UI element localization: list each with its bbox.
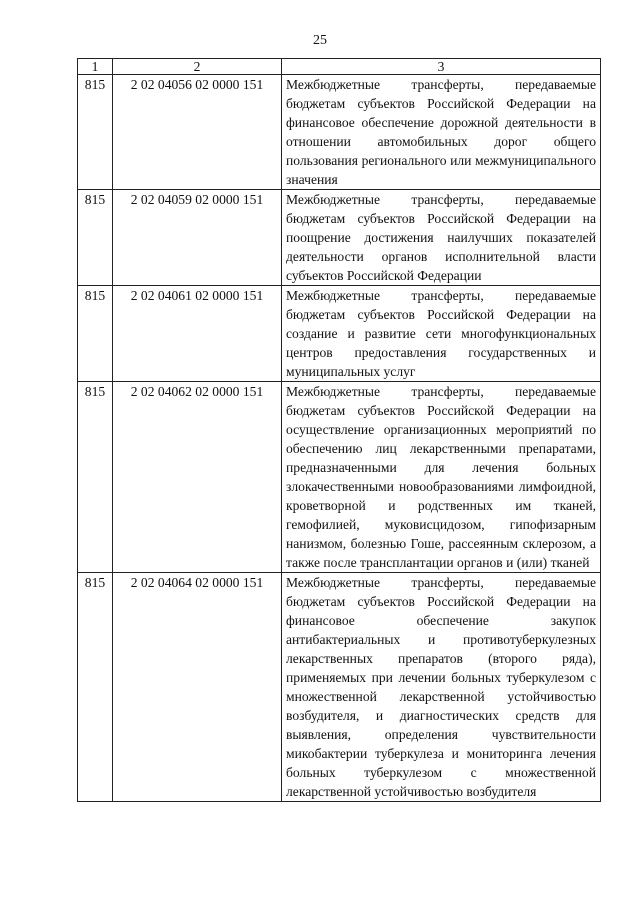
header-row [78, 59, 601, 75]
budget-classification-code-cell: 2 02 04056 02 0000 151 [113, 75, 282, 190]
admin-code-cell: 815 [78, 382, 113, 573]
column-header-1: 1 [78, 59, 113, 75]
table-row [78, 286, 601, 382]
budget-code-table [77, 58, 601, 802]
budget-classification-code-cell: 2 02 04062 02 0000 151 [113, 382, 282, 573]
budget-classification-code-cell: 2 02 04061 02 0000 151 [113, 286, 282, 382]
description-cell: Межбюджетные трансферты, передаваемые бюджетам субъектов Российской Федерации на поощрение достижения наилучших показателей деятельности органов исполнительной власти субъектов Российской Федерации [282, 190, 601, 286]
admin-code-cell: 815 [78, 573, 113, 802]
admin-code-cell: 815 [78, 75, 113, 190]
table-row [78, 75, 601, 190]
table-row [78, 573, 601, 802]
description-cell: Межбюджетные трансферты, передаваемые бюджетам субъектов Российской Федерации на создание и развитие сети многофункциональных центров предоставления государственных и муниципальных услуг [282, 286, 601, 382]
admin-code-cell: 815 [78, 190, 113, 286]
description-cell: Межбюджетные трансферты, передаваемые бюджетам субъектов Российской Федерации на финансовое обеспечение закупок антибактериальных и противотуберкулезных лекарственных препаратов (второго ряда), применяемых при лечении больных туберкулезом с множественной лекарственной устойчивостью возбудителя, и диагностических средств для выявления, определения чувствительности микобактерии туберкулеза и мониторинга лечения больных туберкулезом с множественной лекарственной устойчивостью возбудителя [282, 573, 601, 802]
description-cell: Межбюджетные трансферты, передаваемые бюджетам субъектов Российской Федерации на финансовое обеспечение дорожной деятельности в отношении автомобильных дорог общего пользования регионального или межмуниципального значения [282, 75, 601, 190]
admin-code-cell: 815 [78, 286, 113, 382]
column-header-2: 2 [113, 59, 282, 75]
budget-classification-code-cell: 2 02 04059 02 0000 151 [113, 190, 282, 286]
page-number: 25 [313, 33, 327, 48]
budget-classification-code-cell: 2 02 04064 02 0000 151 [113, 573, 282, 802]
table-row [78, 382, 601, 573]
table-row [78, 190, 601, 286]
description-cell: Межбюджетные трансферты, передаваемые бюджетам субъектов Российской Федерации на осуществление организационных мероприятий по обеспечению лиц лекарственными препаратами, предназначенными для лечения больных злокачественными новообразованиями лимфоидной, кроветворной и родственных им тканей, гемофилией, муковисцидозом, гипофизарным нанизмом, болезнью Гоше, рассеянным склерозом, а также после трансплантации органов и (или) тканей [282, 382, 601, 573]
column-header-3: 3 [282, 59, 601, 75]
